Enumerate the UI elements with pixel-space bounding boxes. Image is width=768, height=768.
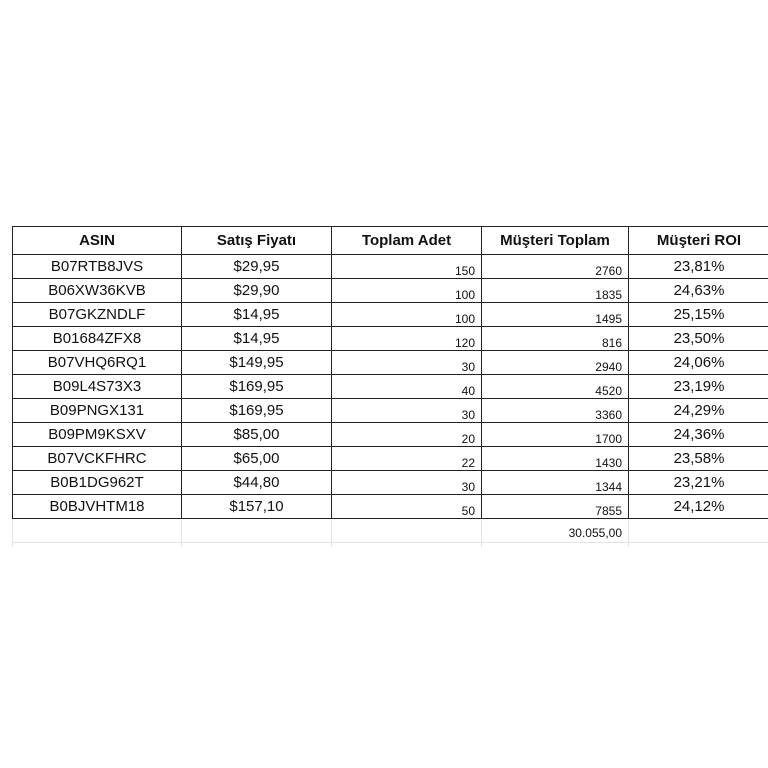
empty-cell[interactable]: [182, 543, 332, 548]
empty-cell[interactable]: [332, 543, 482, 548]
empty-cell[interactable]: [182, 519, 332, 543]
cell-asin[interactable]: B06XW36KVB: [13, 279, 182, 303]
cell-qty[interactable]: 20: [332, 423, 482, 447]
table-row: [13, 279, 768, 303]
header-total[interactable]: Müşteri Toplam: [482, 227, 629, 255]
table-row: [13, 375, 768, 399]
cell-roi[interactable]: 24,63%: [629, 279, 768, 303]
empty-cell[interactable]: [13, 543, 182, 548]
cell-total[interactable]: 1344: [482, 471, 629, 495]
cell-asin[interactable]: B01684ZFX8: [13, 327, 182, 351]
empty-cell[interactable]: [629, 543, 768, 548]
cell-price[interactable]: $44,80: [182, 471, 332, 495]
total-row: [13, 519, 768, 543]
table-row: [13, 351, 768, 375]
empty-cell[interactable]: [13, 519, 182, 543]
cell-roi[interactable]: 23,58%: [629, 447, 768, 471]
cell-total[interactable]: 1700: [482, 423, 629, 447]
table-row: [13, 423, 768, 447]
cell-price[interactable]: $14,95: [182, 303, 332, 327]
cell-total[interactable]: 2940: [482, 351, 629, 375]
cell-price[interactable]: $29,95: [182, 255, 332, 279]
cell-total[interactable]: 2760: [482, 255, 629, 279]
cell-qty[interactable]: 30: [332, 399, 482, 423]
cell-asin[interactable]: B07VHQ6RQ1: [13, 351, 182, 375]
header-qty[interactable]: Toplam Adet: [332, 227, 482, 255]
sum-total-cell[interactable]: 30.055,00: [482, 519, 629, 543]
cell-price[interactable]: $169,95: [182, 399, 332, 423]
cell-asin[interactable]: B0B1DG962T: [13, 471, 182, 495]
cell-roi[interactable]: 24,29%: [629, 399, 768, 423]
cell-asin[interactable]: B07GKZNDLF: [13, 303, 182, 327]
cell-roi[interactable]: 24,36%: [629, 423, 768, 447]
cell-roi[interactable]: 23,50%: [629, 327, 768, 351]
cell-roi[interactable]: 24,12%: [629, 495, 768, 519]
cell-price[interactable]: $157,10: [182, 495, 332, 519]
cell-total[interactable]: 3360: [482, 399, 629, 423]
header-row: [13, 227, 768, 255]
cell-asin[interactable]: B09PM9KSXV: [13, 423, 182, 447]
cell-qty[interactable]: 30: [332, 351, 482, 375]
cell-price[interactable]: $85,00: [182, 423, 332, 447]
table-row: [13, 327, 768, 351]
cell-qty[interactable]: 120: [332, 327, 482, 351]
cell-price[interactable]: $14,95: [182, 327, 332, 351]
cell-roi[interactable]: 23,19%: [629, 375, 768, 399]
table-row: [13, 255, 768, 279]
data-table: [12, 226, 768, 547]
table-body: [13, 255, 768, 519]
cell-price[interactable]: $29,90: [182, 279, 332, 303]
cell-qty[interactable]: 50: [332, 495, 482, 519]
cell-price[interactable]: $149,95: [182, 351, 332, 375]
empty-cell[interactable]: [629, 519, 768, 543]
cell-qty[interactable]: 40: [332, 375, 482, 399]
cell-asin[interactable]: B09PNGX131: [13, 399, 182, 423]
empty-cell[interactable]: [482, 543, 629, 548]
table-row: [13, 399, 768, 423]
cell-roi[interactable]: 25,15%: [629, 303, 768, 327]
cell-qty[interactable]: 100: [332, 279, 482, 303]
cell-total[interactable]: 1835: [482, 279, 629, 303]
cell-roi[interactable]: 23,21%: [629, 471, 768, 495]
header-price[interactable]: Satış Fiyatı: [182, 227, 332, 255]
cell-asin[interactable]: B09L4S73X3: [13, 375, 182, 399]
cell-total[interactable]: 1430: [482, 447, 629, 471]
table-footer: [13, 519, 768, 548]
blank-row: [13, 543, 768, 548]
table-row: [13, 303, 768, 327]
cell-qty[interactable]: 100: [332, 303, 482, 327]
cell-asin[interactable]: B07VCKFHRC: [13, 447, 182, 471]
cell-roi[interactable]: 23,81%: [629, 255, 768, 279]
cell-total[interactable]: 1495: [482, 303, 629, 327]
cell-total[interactable]: 4520: [482, 375, 629, 399]
cell-asin[interactable]: B0BJVHTM18: [13, 495, 182, 519]
table-row: [13, 471, 768, 495]
table-row: [13, 447, 768, 471]
cell-total[interactable]: 816: [482, 327, 629, 351]
cell-qty[interactable]: 22: [332, 447, 482, 471]
cell-price[interactable]: $169,95: [182, 375, 332, 399]
empty-cell[interactable]: [332, 519, 482, 543]
table-row: [13, 495, 768, 519]
cell-price[interactable]: $65,00: [182, 447, 332, 471]
cell-roi[interactable]: 24,06%: [629, 351, 768, 375]
cell-qty[interactable]: 150: [332, 255, 482, 279]
header-roi[interactable]: Müşteri ROI: [629, 227, 768, 255]
cell-total[interactable]: 7855: [482, 495, 629, 519]
spreadsheet: [12, 226, 768, 547]
header-asin[interactable]: ASIN: [13, 227, 182, 255]
cell-asin[interactable]: B07RTB8JVS: [13, 255, 182, 279]
cell-qty[interactable]: 30: [332, 471, 482, 495]
